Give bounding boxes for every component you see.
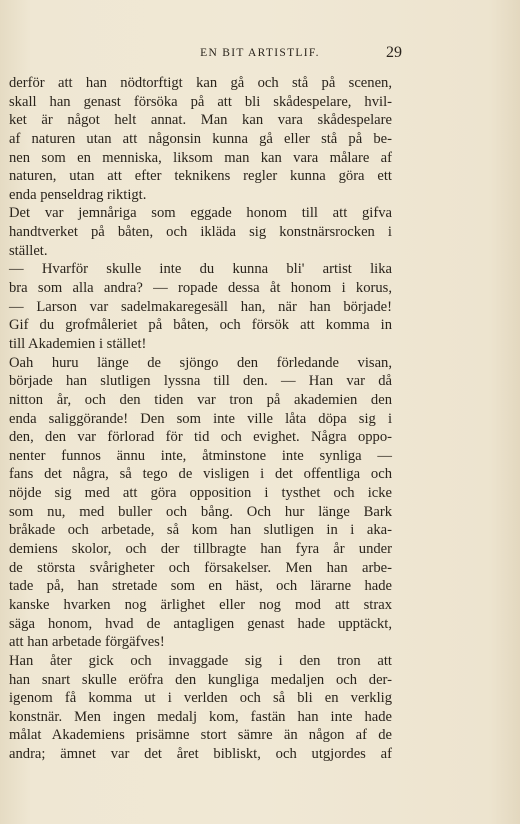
text-line: nitton år, och den tiden var tron på akademien den xyxy=(9,391,392,408)
text-line: som nu, med buller och bång. Och hur länge Bark xyxy=(9,503,392,520)
text-line: igenom få komma ut i verlden och så bli en verklig xyxy=(9,690,392,707)
text-line: den, den var förlorad för tid och evighet. Några oppo- xyxy=(9,429,392,446)
text-line: stället. xyxy=(9,242,48,259)
text-line: säga honom, hvad de antagligen genast hade upptäckt, xyxy=(9,615,392,632)
text-line: nen som en menniska, liksom man kan vara målare af xyxy=(9,149,392,166)
text-line: kanske hvarken nog ärlighet eller nog mod att strax xyxy=(9,596,392,613)
text-line: Det var jemnåriga som eggade honom till att gifva xyxy=(9,205,392,222)
text-line: handtverket på båten, och ikläda sig konstnärsrocken i xyxy=(9,224,392,241)
page-number: 29 xyxy=(386,44,402,61)
text-line: att han arbetade förgäfves! xyxy=(9,634,165,651)
text-line: fans det några, så tego de visligen i det offentliga och xyxy=(9,466,392,483)
text-line: Oah huru länge de sjöngo den förledande visan, xyxy=(9,354,392,371)
text-line: Gif du grofmåleriet på båten, och försök att komma in xyxy=(9,317,392,334)
text-line: ket är något helt annat. Man kan vara skådespelare xyxy=(9,112,392,129)
text-line: nöjde sig med att göra opposition i tysthet och icke xyxy=(9,485,392,502)
text-line: skall han genast försöka på att bli skådespelare, hvil- xyxy=(9,93,392,110)
text-line: derför att han nödtorftigt kan gå och stå på scenen, xyxy=(9,75,392,91)
text-line: enda saliggörande! Den som inte ville låta döpa sig i xyxy=(9,410,392,427)
text-line: andra; ämnet var det året bibliskt, och utgjordes af xyxy=(9,746,392,763)
text-line: — Larson var sadelmakaregesäll han, när han började! xyxy=(9,298,392,315)
text-line: naturen, utan att efter teknikens regler kunna göra ett xyxy=(9,168,392,185)
text-line: demiens skolor, och der tillbragte han fyra år under xyxy=(9,541,392,558)
text-line: började han slutligen lyssna till den. — Han var då xyxy=(9,373,392,390)
text-line: de största svårigheter och försakelser. Men han arbe- xyxy=(9,559,392,576)
text-line: — Hvarför skulle inte du kunna bli' artist lika xyxy=(9,261,392,278)
text-line: af naturen utan att någonsin kunna gå eller stå på be- xyxy=(9,130,392,147)
text-line: han snart skulle eröfra den kungliga medaljen och der- xyxy=(9,671,392,688)
text-line: till Akademien i stället! xyxy=(9,335,147,352)
body-text xyxy=(9,74,392,764)
running-head xyxy=(0,44,520,64)
text-line: Han åter gick och invaggade sig i den tron att xyxy=(9,652,392,669)
text-line: enda penseldrag riktigt. xyxy=(9,186,147,203)
text-line: bra som alla andra? — ropade dessa åt honom i korus, xyxy=(9,280,392,297)
text-line: bråkade och arbetade, så kom han slutligen in i aka- xyxy=(9,522,392,539)
text-line: konstnär. Men ingen medalj kom, fastän han inte hade xyxy=(9,708,392,725)
running-title: EN BIT ARTISTLIF. xyxy=(200,47,320,59)
text-line: nenter funnos ännu inte, åtminstone inte synliga — xyxy=(9,447,392,464)
text-line: målat Akademiens prisämne stort sämre än någon af de xyxy=(9,727,392,744)
text-line: tade på, han stretade som en häst, och lärarne hade xyxy=(9,578,392,595)
